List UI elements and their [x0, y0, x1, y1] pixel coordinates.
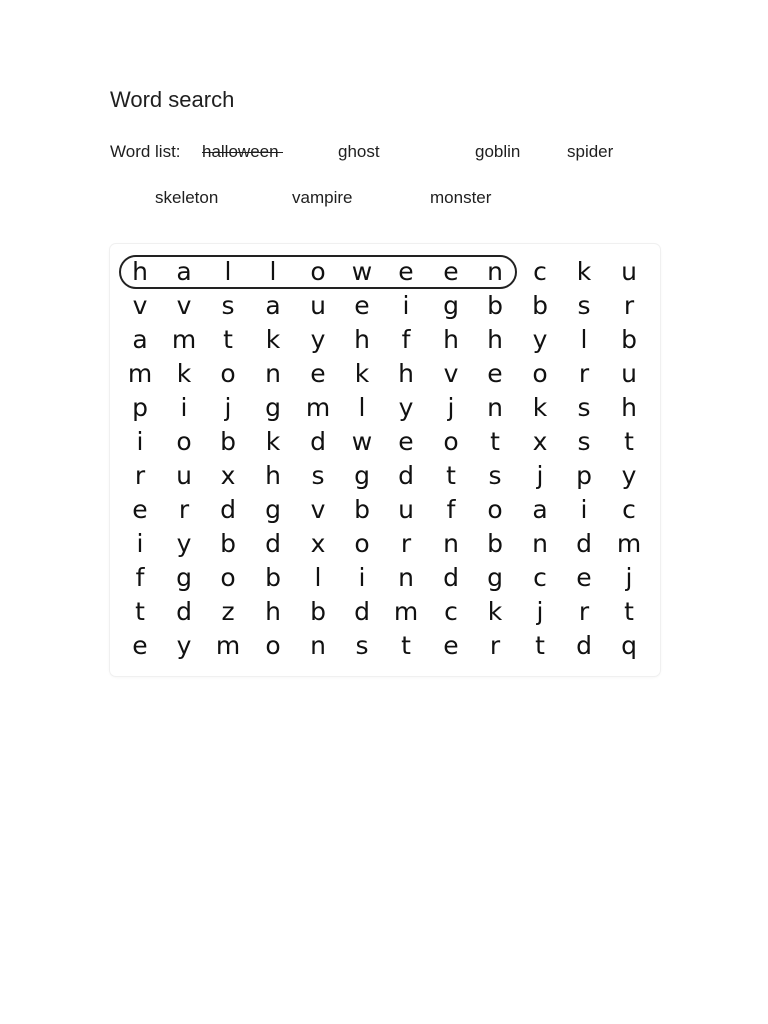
grid-cell[interactable]: o [220, 563, 236, 592]
grid-cell[interactable]: e [576, 563, 592, 592]
grid-cell[interactable]: o [532, 359, 548, 388]
grid-cell[interactable]: r [134, 461, 146, 490]
grid-cell[interactable]: n [443, 529, 459, 558]
grid-cell[interactable]: d [354, 597, 370, 626]
grid-cell[interactable]: w [351, 257, 373, 286]
grid-cell[interactable]: c [533, 563, 547, 592]
grid-cell[interactable]: a [532, 495, 548, 524]
grid-cell[interactable]: u [398, 495, 414, 524]
grid-cell[interactable]: d [176, 597, 192, 626]
word-item-skeleton: skeleton [155, 188, 219, 207]
grid-cell[interactable]: n [487, 393, 503, 422]
grid-cell[interactable]: r [489, 631, 501, 660]
grid-cell[interactable]: t [223, 325, 233, 354]
grid-cell[interactable]: g [487, 563, 503, 592]
word-item-monster: monster [430, 188, 492, 207]
grid-cell[interactable]: d [576, 529, 592, 558]
grid-cell[interactable]: z [221, 597, 235, 626]
grid-cell[interactable]: i [402, 291, 410, 320]
grid-cell[interactable]: n [310, 631, 326, 660]
grid-cell[interactable]: h [265, 597, 281, 626]
grid-cell[interactable]: o [265, 631, 281, 660]
grid-cell[interactable]: b [487, 291, 503, 320]
grid-cell[interactable]: v [176, 291, 192, 320]
grid-cell[interactable]: l [358, 393, 366, 422]
grid-cell[interactable]: e [443, 257, 459, 286]
grid-cell[interactable]: s [221, 291, 235, 320]
grid-cell[interactable]: c [622, 495, 636, 524]
grid-cell[interactable]: e [132, 495, 148, 524]
grid-cell[interactable]: p [132, 393, 148, 422]
grid-cell[interactable]: o [310, 257, 326, 286]
grid-cell[interactable]: s [577, 427, 591, 456]
grid-cell[interactable]: g [354, 461, 370, 490]
grid-cell[interactable]: h [398, 359, 414, 388]
grid-cell[interactable]: k [487, 597, 503, 626]
grid-cell[interactable]: g [265, 495, 281, 524]
grid-cell[interactable]: j [625, 563, 633, 592]
grid-cell[interactable]: r [578, 359, 590, 388]
grid-cell[interactable]: b [621, 325, 637, 354]
grid-cell[interactable]: n [398, 563, 414, 592]
grid-cell[interactable]: h [487, 325, 503, 354]
grid-cell[interactable]: f [446, 495, 456, 524]
grid-cell[interactable]: t [624, 597, 634, 626]
word-text: halloween [202, 142, 279, 161]
grid-cell[interactable]: l [269, 257, 277, 286]
grid-cell[interactable]: o [220, 359, 236, 388]
grid-cell[interactable]: u [176, 461, 192, 490]
grid-cell[interactable]: y [310, 325, 326, 354]
grid-cell[interactable]: b [220, 529, 236, 558]
grid-cell[interactable]: t [401, 631, 411, 660]
grid-cell[interactable]: j [536, 461, 544, 490]
grid-cell[interactable]: s [577, 393, 591, 422]
grid-cell[interactable]: t [135, 597, 145, 626]
grid-cell[interactable]: o [176, 427, 192, 456]
grid-cell[interactable]: e [443, 631, 459, 660]
grid-cell[interactable]: b [487, 529, 503, 558]
grid-cell[interactable]: l [224, 257, 232, 286]
page-title: Word search [110, 87, 235, 112]
grid-cell[interactable]: s [577, 291, 591, 320]
grid-cell[interactable]: n [265, 359, 281, 388]
grid-cell[interactable]: j [447, 393, 455, 422]
word-search-grid [110, 244, 660, 676]
grid-cell[interactable]: s [355, 631, 369, 660]
grid-cell[interactable]: g [265, 393, 281, 422]
grid-cell[interactable]: n [532, 529, 548, 558]
grid-cell[interactable]: k [176, 359, 192, 388]
grid-cell[interactable]: r [623, 291, 635, 320]
word-item-vampire: vampire [292, 188, 353, 207]
grid-cell[interactable]: e [398, 257, 414, 286]
word-item-halloween [202, 141, 279, 163]
grid-cell[interactable]: b [310, 597, 326, 626]
grid-cell[interactable]: m [305, 393, 331, 422]
grid-cell[interactable]: e [487, 359, 503, 388]
grid-cell[interactable]: y [176, 529, 192, 558]
grid-cell[interactable]: p [576, 461, 592, 490]
grid-cell[interactable]: b [265, 563, 281, 592]
grid-cell[interactable]: q [621, 631, 637, 660]
grid-cell[interactable]: a [265, 291, 281, 320]
grid-cell[interactable]: h [354, 325, 370, 354]
grid-cell[interactable]: j [536, 597, 544, 626]
grid-cell[interactable]: k [532, 393, 548, 422]
grid-cell[interactable]: h [265, 461, 281, 490]
grid-cell[interactable]: m [393, 597, 419, 626]
grid-cell[interactable]: e [310, 359, 326, 388]
grid-cell[interactable]: k [354, 359, 370, 388]
grid-cell[interactable]: a [132, 325, 148, 354]
word-list-label: Word list: [110, 142, 181, 161]
grid-cell[interactable]: n [487, 257, 503, 286]
grid-cell[interactable]: d [220, 495, 236, 524]
grid-cell[interactable]: i [358, 563, 366, 592]
grid-cell[interactable]: b [354, 495, 370, 524]
grid-cell[interactable]: d [576, 631, 592, 660]
grid-cell[interactable]: m [127, 359, 153, 388]
grid-cell[interactable]: u [621, 359, 637, 388]
grid-cell[interactable]: t [624, 427, 634, 456]
grid-cell[interactable]: l [580, 325, 588, 354]
grid-cell[interactable]: y [621, 461, 637, 490]
grid-cell[interactable]: d [398, 461, 414, 490]
grid-cell[interactable]: x [220, 461, 236, 490]
grid-cell[interactable]: e [132, 631, 148, 660]
grid-cell[interactable]: y [532, 325, 548, 354]
grid-cell[interactable]: h [443, 325, 459, 354]
grid-cell[interactable]: m [215, 631, 241, 660]
grid-cell[interactable]: m [616, 529, 642, 558]
word-item-ghost: ghost [338, 142, 380, 161]
grid-cell[interactable]: r [178, 495, 190, 524]
grid-cell[interactable]: l [314, 563, 322, 592]
grid-cell[interactable]: s [488, 461, 502, 490]
grid-cell[interactable]: u [310, 291, 326, 320]
grid-cell[interactable]: e [398, 427, 414, 456]
grid-cell[interactable]: w [351, 427, 373, 456]
grid-cell[interactable]: r [578, 597, 590, 626]
grid-cell[interactable]: v [310, 495, 326, 524]
grid-cell[interactable]: f [401, 325, 411, 354]
grid-cell[interactable]: t [446, 461, 456, 490]
grid-cell[interactable]: o [354, 529, 370, 558]
grid-cell[interactable]: x [310, 529, 326, 558]
grid-cell[interactable]: d [265, 529, 281, 558]
grid-cell[interactable]: b [532, 291, 548, 320]
word-item-goblin: goblin [475, 142, 521, 161]
grid-cell[interactable]: i [580, 495, 588, 524]
grid-cell[interactable]: u [621, 257, 637, 286]
grid-cell[interactable]: h [132, 257, 148, 286]
grid-cell[interactable]: v [443, 359, 459, 388]
word-item-spider: spider [567, 142, 614, 161]
grid-cell[interactable]: v [132, 291, 148, 320]
grid-cell[interactable]: o [443, 427, 459, 456]
grid-cell[interactable]: j [224, 393, 232, 422]
grid-cell[interactable]: g [443, 291, 459, 320]
grid-cell[interactable]: g [176, 563, 192, 592]
grid-cell[interactable]: s [311, 461, 325, 490]
grid-cell[interactable]: d [443, 563, 459, 592]
grid-cell[interactable]: k [576, 257, 592, 286]
grid-cell[interactable]: a [176, 257, 192, 286]
grid-cell[interactable]: d [310, 427, 326, 456]
grid-cell[interactable]: h [621, 393, 637, 422]
grid-cell[interactable]: b [220, 427, 236, 456]
grid-cell[interactable]: m [171, 325, 197, 354]
grid-cell[interactable]: o [487, 495, 503, 524]
grid-cell[interactable]: x [532, 427, 548, 456]
grid-cell[interactable]: c [444, 597, 458, 626]
grid-cell[interactable]: c [533, 257, 547, 286]
grid-cell[interactable]: i [180, 393, 188, 422]
grid-cell[interactable]: k [265, 427, 281, 456]
grid-cell[interactable]: t [535, 631, 545, 660]
grid-cell[interactable]: k [265, 325, 281, 354]
grid-cell[interactable]: i [136, 427, 144, 456]
grid-cell[interactable]: e [354, 291, 370, 320]
grid-cell[interactable]: t [490, 427, 500, 456]
grid-cell[interactable]: f [135, 563, 145, 592]
grid-cell[interactable]: y [398, 393, 414, 422]
grid-cell[interactable]: r [400, 529, 412, 558]
grid-cell[interactable]: y [176, 631, 192, 660]
grid-cell[interactable]: i [136, 529, 144, 558]
